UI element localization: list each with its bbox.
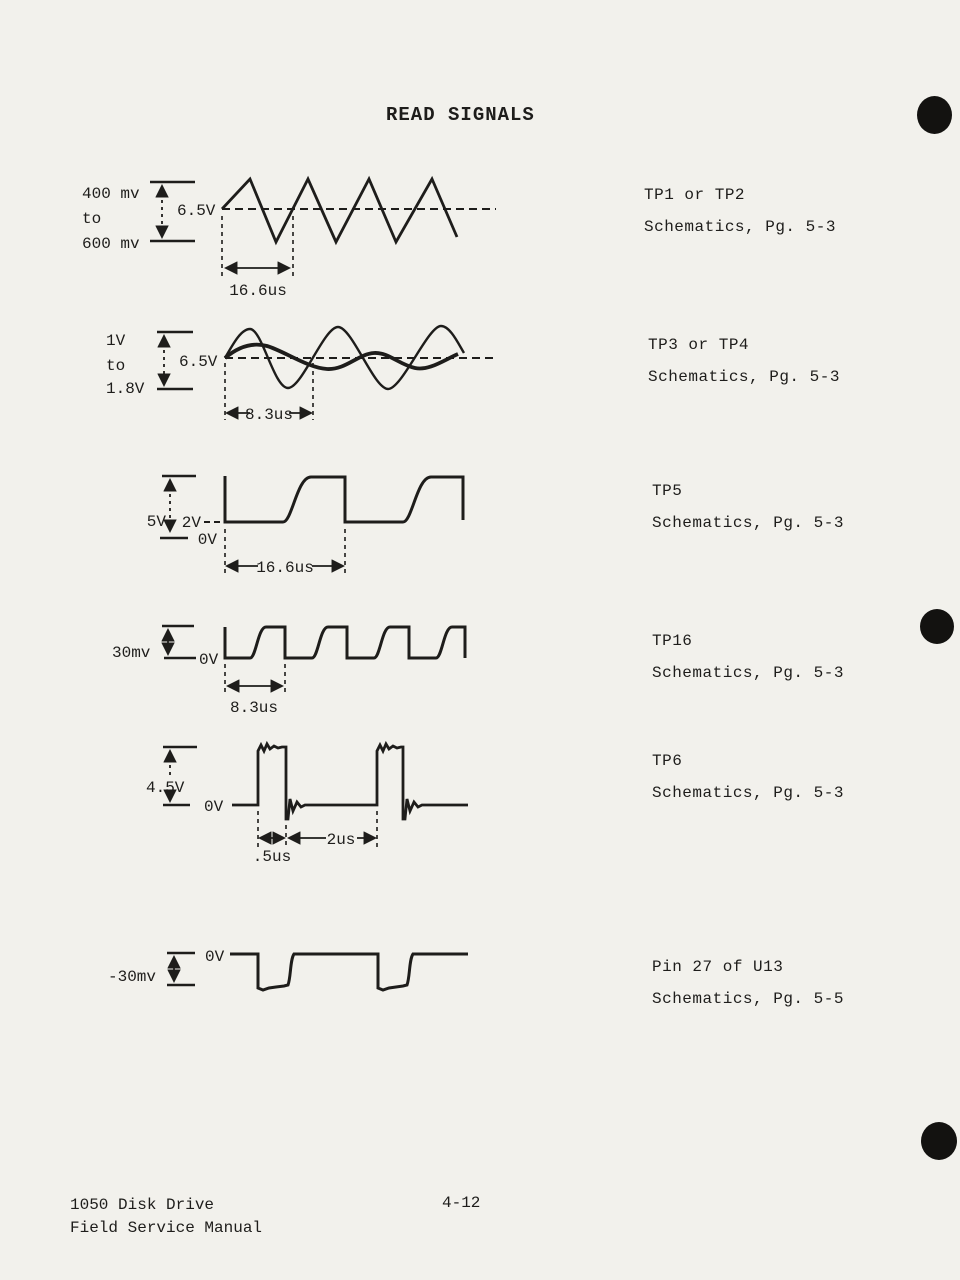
waveform-trace — [225, 476, 463, 522]
zero-level-label: 0V — [199, 651, 219, 669]
period-label: 16.6us — [229, 282, 287, 300]
baseline-voltage-label: 6.5V — [177, 202, 216, 220]
callout-pin27-u13 — [652, 958, 844, 1008]
range-top-label: 1V — [106, 332, 126, 350]
waveform-trace — [232, 744, 468, 819]
schematic-ref: Schematics, Pg. 5-3 — [648, 368, 840, 386]
waveform-diagram-tp16 — [100, 612, 520, 722]
waveform-diagram-tp3-tp4 — [60, 315, 520, 440]
registration-dot — [917, 96, 952, 134]
waveform-trace — [222, 179, 457, 242]
range-bottom-label: 600 mv — [82, 235, 140, 253]
pulse-width-label: .5us — [252, 848, 292, 865]
callout-tp1-tp2 — [644, 186, 836, 236]
callout-tp16 — [652, 632, 844, 682]
schematic-ref: Schematics, Pg. 5-3 — [652, 514, 844, 532]
footer-line2: Field Service Manual — [70, 1219, 263, 1237]
range-mid-label: to — [82, 210, 102, 228]
zero-level-label: 0V — [205, 948, 225, 966]
test-point-label: TP5 — [652, 482, 683, 500]
amplitude-label: 30mv — [112, 644, 151, 662]
timing-markers — [258, 811, 377, 847]
waveform-trace — [230, 954, 468, 990]
amplitude-bracket — [162, 626, 196, 658]
amplitude-bracket — [167, 953, 195, 985]
callout-tp3-tp4 — [648, 336, 840, 386]
footer-line1: 1050 Disk Drive — [70, 1196, 215, 1214]
callout-tp6 — [652, 752, 844, 802]
period-label: 8.3us — [229, 699, 279, 717]
page-title: READ SIGNALS — [386, 104, 535, 126]
amplitude-label: 4.5V — [146, 779, 185, 797]
footer-document-title — [70, 1194, 262, 1240]
registration-dot — [920, 609, 954, 644]
range-bottom-label: 1.8V — [106, 380, 145, 398]
schematic-ref: Schematics, Pg. 5-5 — [652, 990, 844, 1008]
amplitude-label: 5V — [146, 513, 166, 531]
period-label: 8.3us — [244, 406, 294, 424]
test-point-label: TP6 — [652, 752, 683, 770]
period-marker — [222, 216, 293, 278]
zero-level-label: 0V — [197, 531, 217, 549]
schematic-ref: Schematics, Pg. 5-3 — [652, 664, 844, 682]
test-point-label: TP3 or TP4 — [648, 336, 750, 354]
footer-page-number: 4-12 — [442, 1194, 481, 1212]
test-point-label: Pin 27 of U13 — [652, 958, 784, 976]
test-point-label: TP1 or TP2 — [644, 186, 746, 204]
period-label: 2us — [326, 831, 356, 849]
test-point-label: TP16 — [652, 632, 693, 650]
waveform-diagram-tp1-tp2 — [60, 165, 520, 305]
zero-level-label: 0V — [204, 798, 224, 816]
range-top-label: 400 mv — [82, 185, 140, 203]
period-marker — [225, 664, 285, 694]
schematic-ref: Schematics, Pg. 5-3 — [644, 218, 836, 236]
waveform-trace-thick — [225, 345, 458, 369]
waveform-trace — [225, 627, 465, 658]
callout-tp5 — [652, 482, 844, 532]
amplitude-label: -30mv — [108, 968, 157, 986]
baseline-voltage-label: 6.5V — [179, 353, 218, 371]
waveform-diagram-tp5 — [100, 465, 520, 585]
range-mid-label: to — [106, 357, 126, 375]
registration-dot — [921, 1122, 957, 1160]
waveform-diagram-pin27-u13 — [90, 935, 510, 1015]
waveform-diagram-tp6 — [100, 735, 520, 865]
mid-level-label: 2V — [181, 514, 201, 532]
period-label: 16.6us — [256, 559, 314, 577]
schematic-ref: Schematics, Pg. 5-3 — [652, 784, 844, 802]
